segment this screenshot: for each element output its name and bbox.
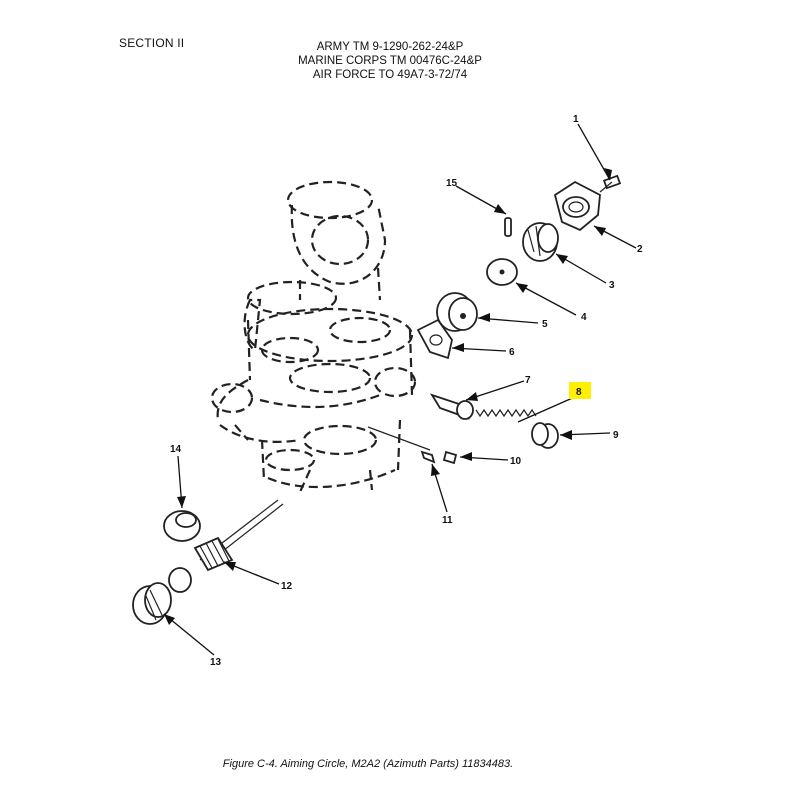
callout-13: 13 xyxy=(210,657,222,668)
figure-caption: Figure C-4. Aiming Circle, M2A2 (Azimuth Parts) 11834483. xyxy=(222,758,514,770)
header-line-army: ARMY TM 9-1290-262-24&P xyxy=(316,41,464,53)
callout-7: 7 xyxy=(525,375,531,386)
part-5-gear xyxy=(437,293,477,331)
callout-6: 6 xyxy=(509,347,515,358)
part-8-spring xyxy=(476,410,536,416)
part-11-shaft xyxy=(368,427,434,462)
callout-12: 12 xyxy=(281,581,293,592)
callout-4: 4 xyxy=(581,312,587,323)
part-3-ring xyxy=(523,223,558,261)
header-line-air-force: AIR FORCE TO 49A7-3-72/74 xyxy=(312,69,468,81)
callout-14: 14 xyxy=(170,444,182,455)
housing-phantom-outline xyxy=(212,182,415,492)
callout-2: 2 xyxy=(637,244,643,255)
section-label: SECTION II xyxy=(119,36,185,50)
part-7-plunger xyxy=(432,395,473,419)
callout-5: 5 xyxy=(542,319,548,330)
callout-10: 10 xyxy=(510,456,522,467)
callout-1: 1 xyxy=(573,114,579,125)
part-10-screw xyxy=(444,452,456,463)
part-4-disc xyxy=(487,259,517,285)
callout-15: 15 xyxy=(446,178,458,189)
part-13-knob xyxy=(133,583,171,624)
header-line-marine-corps: MARINE CORPS TM 00476C-24&P xyxy=(298,55,482,67)
part-15-pin xyxy=(505,218,511,236)
callout-9: 9 xyxy=(613,430,619,441)
callout-11: 11 xyxy=(442,515,453,526)
callout-3: 3 xyxy=(609,280,615,291)
part-14-bushing xyxy=(164,511,200,541)
part-9-cap xyxy=(532,423,558,448)
callout-8: 8 xyxy=(576,387,582,398)
part-2-flange xyxy=(555,182,600,230)
